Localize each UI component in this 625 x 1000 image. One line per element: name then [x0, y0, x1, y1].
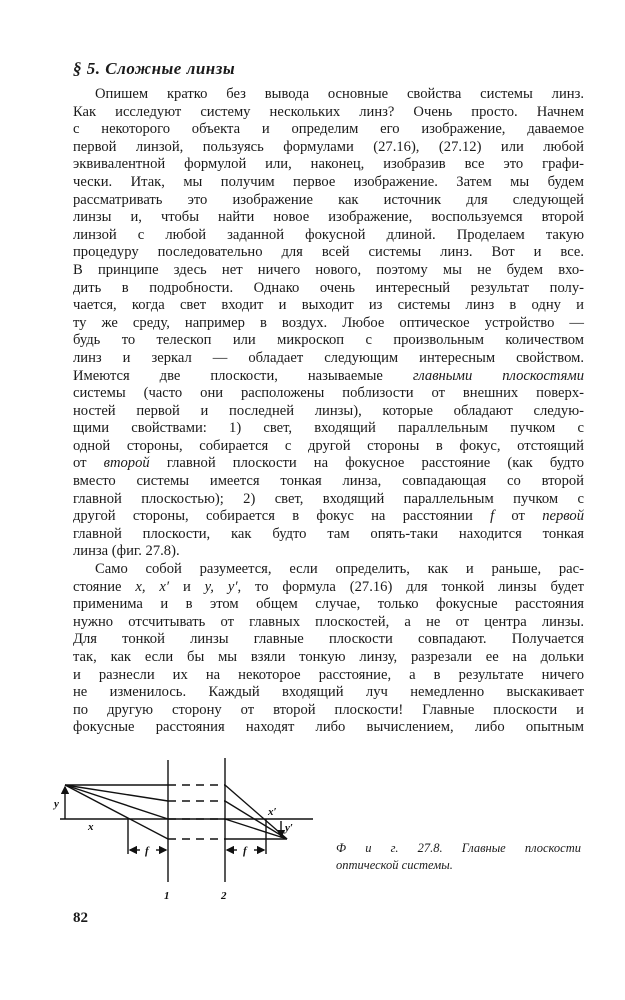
text-line: [73, 649, 584, 667]
text-line: [73, 244, 584, 262]
ray: [225, 819, 287, 839]
text-segment: фокусные расстояния находят либо вычислением, либо опытным: [73, 719, 584, 736]
text-segment: эквивалентной формулой или, наконец, изобразив все это графи-: [73, 156, 584, 173]
text-line: [73, 280, 584, 298]
text-segment: от: [73, 455, 104, 472]
text-segment: дить в подробности. Однако очень интересный результат полу-: [73, 279, 584, 296]
text-line: [73, 368, 584, 386]
label-y: y: [54, 798, 59, 810]
label-y-prime: y′: [285, 822, 293, 834]
body-text: [73, 86, 584, 737]
italic-text: главными плоскостями: [412, 367, 585, 384]
text-segment: от: [494, 508, 543, 525]
ray: [225, 801, 287, 839]
label-f-left: f: [145, 845, 149, 857]
text-segment: системы (часто они расположены поблизости от внешних поверх-: [73, 385, 584, 402]
text-segment: рассматривать это изображение как источник для следующей: [73, 191, 584, 208]
text-line: [73, 262, 584, 280]
text-segment: нужно отсчитывать от главных плоскостей, а не от центра линзы.: [73, 613, 584, 630]
ray: [225, 785, 287, 839]
italic-text: первой: [542, 508, 584, 525]
text-line: [73, 86, 584, 104]
text-line: [73, 702, 584, 720]
text-line: [73, 121, 584, 139]
text-segment: первой линзой, пользуясь формулами (27.16), (27.12) или любой: [73, 138, 584, 155]
text-segment: линзы и, чтобы найти новое изображение, воспользуемся второй: [73, 209, 584, 226]
text-segment: ностей первой и последней линзы), которые обладают следую-: [73, 402, 584, 419]
text-line: [73, 473, 584, 491]
caption-line: оптической системы.: [336, 858, 453, 872]
label-x-prime: x′: [268, 806, 277, 818]
text-line: [73, 139, 584, 157]
text-line: [73, 667, 584, 685]
text-segment: , то формула (27.16) для тонкой линзы будет: [237, 578, 585, 595]
text-line: [73, 719, 584, 737]
principal-planes-figure: [0, 740, 330, 910]
text-line: [73, 614, 584, 632]
text-segment: процедуру последовательно для всей системы линз. Вот и все.: [73, 244, 584, 261]
text-segment: Само собой разумеется, если определить, как и раньше, рас-: [95, 561, 584, 578]
text-line: [73, 631, 584, 649]
text-line: [73, 561, 584, 579]
text-segment: по другую сторону от второй плоскости! Главные плоскости и: [73, 701, 584, 718]
text-line: [73, 297, 584, 315]
text-segment: и разнесли их на некоторое расстояние, а в результате ничего: [73, 666, 584, 683]
text-segment: так, как если бы мы взяли тонкую линзу, разрезали ее на дольки: [73, 649, 584, 665]
text-segment: с некоторого объекта и определим его изображение, даваемое: [73, 121, 584, 138]
text-segment: В принципе здесь нет ничего нового, поэтому мы не будем вхо-: [73, 261, 584, 278]
text-segment: главной плоскости, как будто там опять-таки находится тонкая: [73, 525, 584, 542]
text-line: [73, 684, 584, 702]
text-segment: будь то телескоп или микроскоп с произвольным количеством: [73, 332, 584, 349]
text-segment: Для тонкой линзы главные плоскости совпадают. Получается: [73, 631, 584, 648]
text-segment: линзой с любой заданной фокусной длиной. Проделаем такую: [73, 226, 584, 243]
label-plane-1: 1: [164, 890, 170, 902]
text-line: [73, 491, 584, 509]
text-line: [73, 192, 584, 210]
italic-text: f: [490, 508, 495, 525]
text-line: [73, 350, 584, 368]
text-line: [73, 526, 584, 544]
italic-text: y, y′: [204, 578, 238, 595]
ray: [65, 785, 168, 819]
text-segment: чается, когда свет входит и выходит из системы линз в одну и: [73, 297, 584, 314]
text-line: [73, 227, 584, 245]
text-segment: не изменилось. Каждый входящий луч немедленно выскакивает: [73, 684, 584, 701]
caption-line: Ф и г. 27.8. Главные плоскости: [336, 841, 581, 855]
text-line: [73, 455, 584, 473]
text-segment: применима и в этом общем случае, только фокусные расстояния: [73, 596, 584, 613]
text-segment: другой стороны, собирается в фокус на расстоянии: [73, 508, 491, 525]
text-line: [73, 543, 584, 561]
text-segment: Опишем кратко без вывода основные свойства системы линз.: [95, 86, 584, 102]
figure-caption: [336, 840, 581, 874]
text-segment: и: [169, 578, 205, 595]
label-x: x: [88, 821, 94, 833]
italic-text: x, x′: [135, 578, 170, 595]
text-segment: ту же среду, например в воздух. Любое оптическое устройство —: [73, 314, 584, 331]
text-segment: Как исследуют систему нескольких линз? Очень просто. Начнем: [73, 103, 584, 120]
text-line: [73, 156, 584, 174]
label-f-right: f: [243, 845, 247, 857]
text-line: [73, 508, 584, 526]
text-line: [73, 438, 584, 456]
text-segment: одной стороны, собирается с другой стороны в фокус, отстоящий: [73, 437, 584, 454]
text-segment: линза (фиг. 27.8).: [73, 543, 180, 560]
italic-text: второй: [103, 455, 150, 472]
text-line: [73, 579, 584, 597]
text-line: [73, 209, 584, 227]
text-segment: вместо системы имеется тонкая линза, совпадающая со второй: [73, 473, 584, 490]
text-line: [73, 332, 584, 350]
text-line: [73, 104, 584, 122]
text-segment: главной плоскости на фокусное расстояние (как будто: [149, 455, 584, 472]
page-number: 82: [73, 910, 88, 926]
text-line: [73, 174, 584, 192]
text-segment: Имеются две плоскости, называемые: [73, 367, 413, 384]
section-heading: § 5. Сложные линзы: [73, 59, 236, 78]
text-segment: главной плоскостью); 2) свет, входящий параллельным пучком с: [73, 490, 584, 507]
text-line: [73, 596, 584, 614]
label-plane-2: 2: [221, 890, 227, 902]
text-segment: линз и зеркал — обладает следующим интересным свойством.: [73, 349, 584, 366]
text-line: [73, 403, 584, 421]
text-segment: стояние: [73, 578, 136, 595]
text-line: [73, 315, 584, 333]
text-segment: щими свойствами: 1) свет, входящий параллельным пучком с: [73, 420, 584, 437]
text-line: [73, 385, 584, 403]
text-line: [73, 420, 584, 438]
text-segment: чески. Итак, мы получим первое изображение. Затем мы будем: [73, 173, 584, 190]
